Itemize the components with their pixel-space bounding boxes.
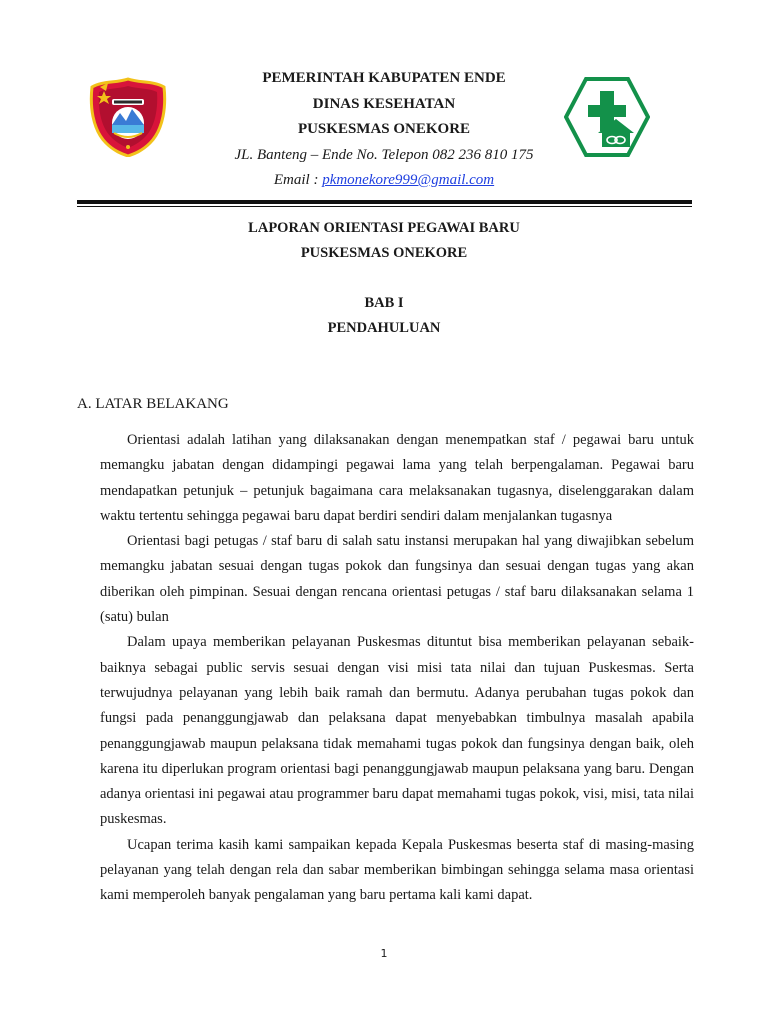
paragraph: Orientasi adalah latihan yang dilaksanakan dengan menempatkan staf / pegawai baru untuk memangku jabatan dengan didampingi pegawai lama yang telah berpengalaman. Pegawai baru mendapatkan petunjuk – petunjuk bagaimana cara melaksanakan tugasnya, diselenggarakan dalam waktu tertentu sehingga pegawai baru dapat berdiri sendiri dalam menjalankan tugasnya <box>100 432 694 524</box>
department-name: DINAS KESEHATAN <box>312 95 456 112</box>
email-label: Email : <box>273 172 323 188</box>
section-heading: A. LATAR BELAKANG <box>77 396 229 412</box>
chapter-heading <box>0 291 768 341</box>
chapter-name: PENDAHULUAN <box>327 320 441 336</box>
health-cross-icon <box>564 77 650 157</box>
letterhead <box>180 66 588 194</box>
government-name: PEMERINTAH KABUPATEN ENDE <box>262 70 506 86</box>
report-title <box>0 216 768 266</box>
paragraph: Dalam upaya memberikan pelayanan Puskesmas dituntut bisa memberikan pelayanan sebaik-baiknya sebagai public servis sesuai dengan visi misi tata nilai dan tujuan Puskesmas. Serta terwujudnya pelayanan yang lebih baik ramah dan bermutu. Adanya perubahan tugas pokok dan fungsi pada penanggungjawab dan pelaksana dapat menyebabkan timbulnya masalah apabila penanggungjawab maupun pelaksana tidak memahami tugas pokok dan fungsinya dengan baik, oleh karena itu diperlukan program orientasi bagi penanggungjawab maupun pelaksana yang baru. Dengan adanya orientasi ini pegawai atau programmer baru dapat memahami tugas pokok, visi, misi, tata nilai puskesmas. <box>100 634 694 828</box>
page-number: 1 <box>380 947 388 960</box>
institution-name: PUSKESMAS ONEKORE <box>297 121 471 137</box>
email-link[interactable]: pkmonekore999@gmail.com <box>322 172 495 188</box>
letterhead-divider-thick <box>77 200 692 204</box>
email-line <box>180 168 588 194</box>
address-line: JL. Banteng – Ende No. Telepon 082 236 810 175 <box>234 146 534 163</box>
paragraph: Orientasi bagi petugas / staf baru di salah satu instansi merupakan hal yang diwajibkan sebelum memangku jabatan sesuai dengan tugas pokok dan fungsinya dan sesuai dengan tugas yang akan diberikan oleh pimpinan. Sesuai dengan rencana orientasi petugas / staf baru dilaksanakan selama 1 (satu) bulan <box>100 533 694 626</box>
body-text <box>100 414 694 909</box>
report-title-line2: PUSKESMAS ONEKORE <box>300 245 468 261</box>
letterhead-divider-thin <box>77 206 692 207</box>
regency-emblem-icon <box>88 77 168 157</box>
chapter-number: BAB I <box>364 295 404 311</box>
paragraph: Ucapan terima kasih kami sampaikan kepada Kepala Puskesmas beserta staf di masing-masing pelayanan yang telah dengan rela dan sabar memberikan bimbingan sehingga selama masa orientasi kami memperoleh banyak pengalaman yang baru pertama kali kami dapat. <box>100 836 694 904</box>
report-title-line1: LAPORAN ORIENTASI PEGAWAI BARU <box>248 220 520 236</box>
